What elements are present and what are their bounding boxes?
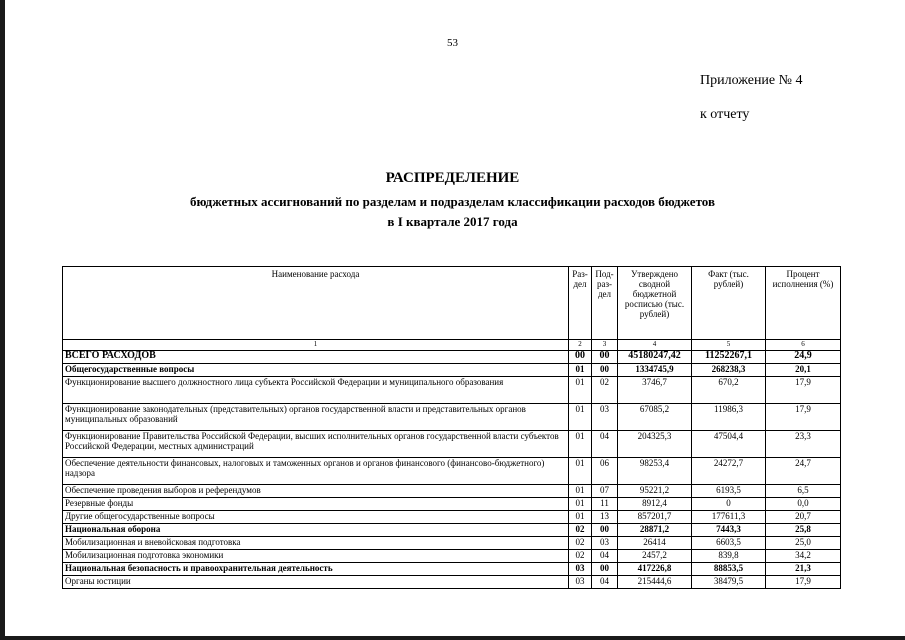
- row-fact: 11986,3: [692, 404, 766, 431]
- row-subsection: 00: [592, 563, 618, 576]
- row-fact: 177611,3: [692, 511, 766, 524]
- row-approved: 3746,7: [618, 377, 692, 404]
- row-name: ВСЕГО РАСХОДОВ: [63, 351, 569, 364]
- header-percent: Процент исполнения (%): [766, 267, 841, 340]
- row-approved: 98253,4: [618, 458, 692, 485]
- row-subsection: 00: [592, 351, 618, 364]
- table-row: [63, 351, 841, 364]
- row-name: Функционирование высшего должностного лица субъекта Российской Федерации и муниципального образования: [63, 377, 569, 404]
- row-fact: 6603,5: [692, 537, 766, 550]
- table-row: [63, 485, 841, 498]
- row-percent: 20,1: [766, 364, 841, 377]
- column-number-row: [63, 340, 841, 351]
- row-section: 02: [569, 550, 592, 563]
- table-row: [63, 537, 841, 550]
- row-name: Обеспечение проведения выборов и референдумов: [63, 485, 569, 498]
- header-fact: Факт (тыс. рублей): [692, 267, 766, 340]
- row-section: 01: [569, 404, 592, 431]
- document-subtitle-1: бюджетных ассигнований по разделам и подразделам классификации расходов бюджетов: [189, 194, 715, 209]
- row-fact: 839,8: [692, 550, 766, 563]
- row-approved: 67085,2: [618, 404, 692, 431]
- row-percent: 0,0: [766, 498, 841, 511]
- row-percent: 25,8: [766, 524, 841, 537]
- header-subsection: Под-раз-дел: [592, 267, 618, 340]
- row-name: Функционирование Правительства Российской Федерации, высших исполнительных органов государственной власти субъектов Российской Федерации, местных администраций: [63, 431, 569, 458]
- row-fact: 0: [692, 498, 766, 511]
- appendix-label: Приложение № 4: [700, 73, 803, 88]
- table-row: [63, 576, 841, 589]
- row-approved: 28871,2: [618, 524, 692, 537]
- row-section: 02: [569, 524, 592, 537]
- report-label: к отчету: [700, 107, 750, 122]
- header-section: Раз-дел: [569, 267, 592, 340]
- row-section: 01: [569, 364, 592, 377]
- column-number: 2: [569, 340, 592, 351]
- column-number: 4: [618, 340, 692, 351]
- row-section: 01: [569, 377, 592, 404]
- document-subtitle-2: в I квартале 2017 года: [387, 214, 518, 229]
- row-name: Функционирование законодательных (представительных) органов государственной власти и представительных органов муниципальных образований: [63, 404, 569, 431]
- row-section: 02: [569, 537, 592, 550]
- row-approved: 26414: [618, 537, 692, 550]
- row-subsection: 03: [592, 404, 618, 431]
- row-fact: 47504,4: [692, 431, 766, 458]
- row-subsection: 02: [592, 377, 618, 404]
- document-title: РАСПРЕДЕЛЕНИЕ: [385, 170, 520, 186]
- row-name: Другие общегосударственные вопросы: [63, 511, 569, 524]
- row-subsection: 04: [592, 576, 618, 589]
- row-section: 01: [569, 485, 592, 498]
- row-approved: 204325,3: [618, 431, 692, 458]
- row-percent: 17,9: [766, 377, 841, 404]
- header-name: Наименование расхода: [63, 267, 569, 340]
- page-number: 53: [447, 37, 458, 49]
- row-fact: 24272,7: [692, 458, 766, 485]
- header-approved: Утверждено сводной бюджетной росписью (тыс. рублей): [618, 267, 692, 340]
- row-percent: 20,7: [766, 511, 841, 524]
- row-fact: 11252267,1: [692, 351, 766, 364]
- row-section: 01: [569, 458, 592, 485]
- row-subsection: 13: [592, 511, 618, 524]
- row-subsection: 00: [592, 364, 618, 377]
- row-name: Резервные фонды: [63, 498, 569, 511]
- table-row: [63, 550, 841, 563]
- row-fact: 7443,3: [692, 524, 766, 537]
- row-percent: 24,9: [766, 351, 841, 364]
- row-subsection: 03: [592, 537, 618, 550]
- row-approved: 45180247,42: [618, 351, 692, 364]
- row-percent: 17,9: [766, 404, 841, 431]
- row-subsection: 04: [592, 431, 618, 458]
- row-fact: 268238,3: [692, 364, 766, 377]
- row-name: Национальная оборона: [63, 524, 569, 537]
- table-row: [63, 498, 841, 511]
- row-name: Органы юстиции: [63, 576, 569, 589]
- row-approved: 215444,6: [618, 576, 692, 589]
- row-subsection: 06: [592, 458, 618, 485]
- table-row: [63, 563, 841, 576]
- table-row: [63, 511, 841, 524]
- table-row: [63, 524, 841, 537]
- row-section: 03: [569, 563, 592, 576]
- row-fact: 670,2: [692, 377, 766, 404]
- table-row: [63, 458, 841, 485]
- table-row: [63, 431, 841, 458]
- budget-table: [62, 266, 841, 589]
- row-name: Обеспечение деятельности финансовых, налоговых и таможенных органов и органов финансового (финансово-бюджетного) надзора: [63, 458, 569, 485]
- row-percent: 25,0: [766, 537, 841, 550]
- row-name: Национальная безопасность и правоохранительная деятельность: [63, 563, 569, 576]
- row-fact: 38479,5: [692, 576, 766, 589]
- scan-edge-bottom: [0, 636, 905, 640]
- row-approved: 417226,8: [618, 563, 692, 576]
- row-approved: 857201,7: [618, 511, 692, 524]
- row-section: 01: [569, 431, 592, 458]
- row-percent: 34,2: [766, 550, 841, 563]
- table-header-row: [63, 267, 841, 340]
- row-subsection: 00: [592, 524, 618, 537]
- row-percent: 6,5: [766, 485, 841, 498]
- row-subsection: 07: [592, 485, 618, 498]
- row-section: 00: [569, 351, 592, 364]
- row-section: 01: [569, 511, 592, 524]
- table-row: [63, 404, 841, 431]
- row-fact: 88853,5: [692, 563, 766, 576]
- row-percent: 21,3: [766, 563, 841, 576]
- row-section: 01: [569, 498, 592, 511]
- column-number: 5: [692, 340, 766, 351]
- row-approved: 2457,2: [618, 550, 692, 563]
- row-fact: 6193,5: [692, 485, 766, 498]
- row-percent: 17,9: [766, 576, 841, 589]
- row-name: Общегосударственные вопросы: [63, 364, 569, 377]
- scan-edge-left: [0, 0, 5, 640]
- row-percent: 24,7: [766, 458, 841, 485]
- row-section: 03: [569, 576, 592, 589]
- row-percent: 23,3: [766, 431, 841, 458]
- column-number: 1: [63, 340, 569, 351]
- row-name: Мобилизационная и вневойсковая подготовка: [63, 537, 569, 550]
- table-row: [63, 364, 841, 377]
- row-subsection: 04: [592, 550, 618, 563]
- table-row: [63, 377, 841, 404]
- row-approved: 1334745,9: [618, 364, 692, 377]
- row-approved: 8912,4: [618, 498, 692, 511]
- column-number: 3: [592, 340, 618, 351]
- row-subsection: 11: [592, 498, 618, 511]
- column-number: 6: [766, 340, 841, 351]
- row-name: Мобилизационная подготовка экономики: [63, 550, 569, 563]
- row-approved: 95221,2: [618, 485, 692, 498]
